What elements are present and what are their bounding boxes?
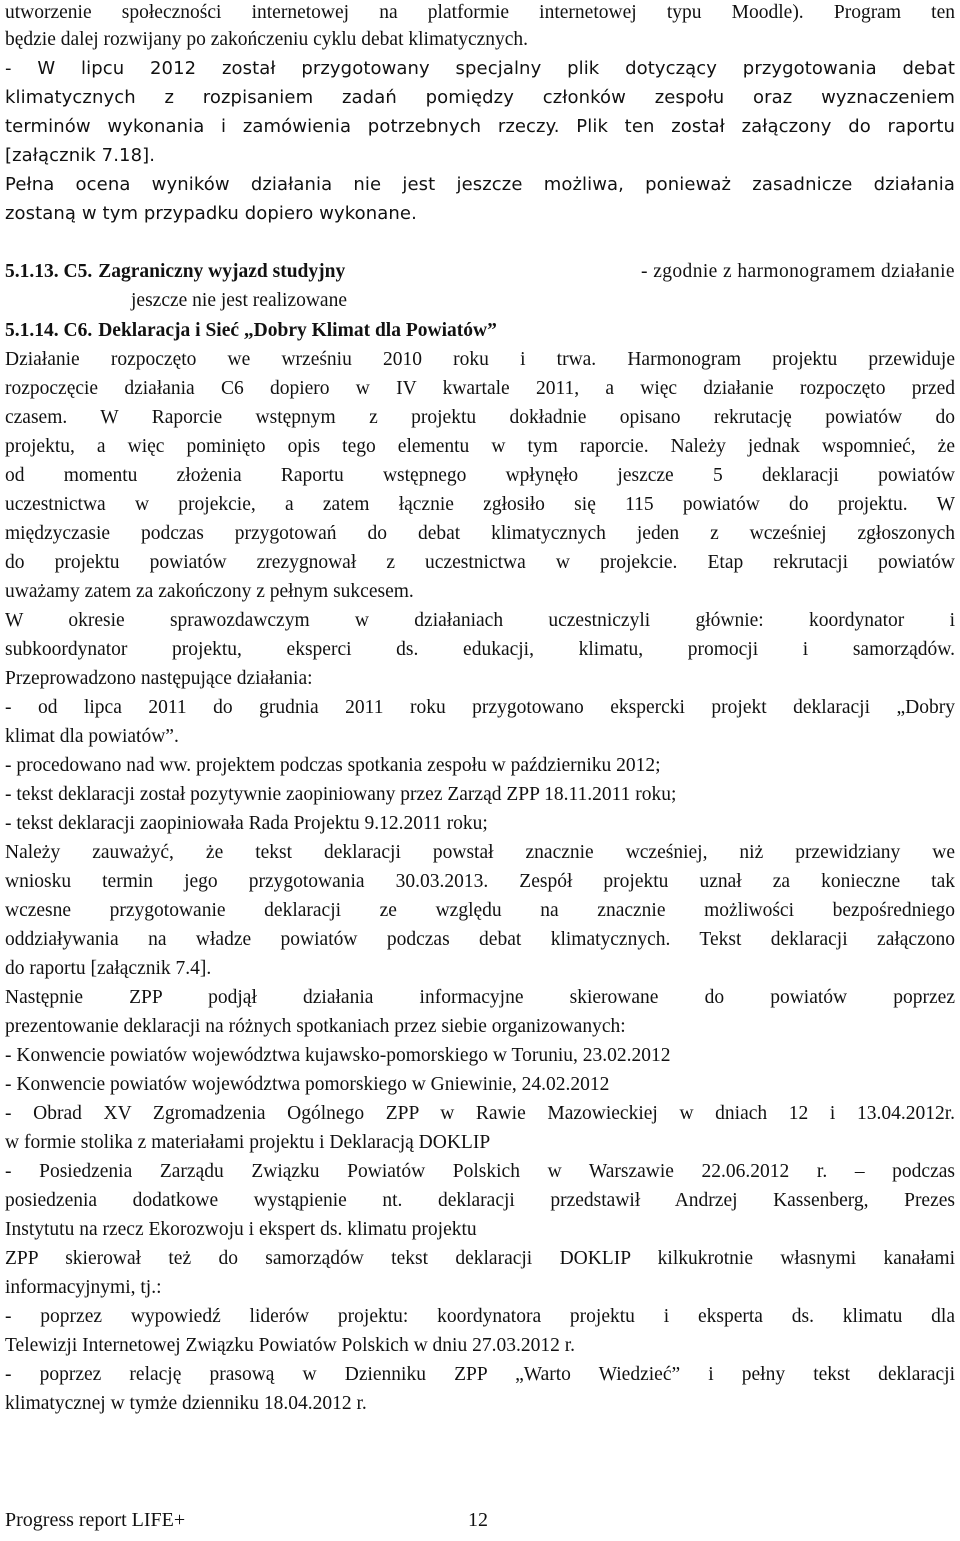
text-line: do projektu powiatów zrezygnował z uczestnictwa w projekcie. Etap rekrutacji powiatów — [5, 552, 955, 573]
footer-label: Progress report LIFE+ — [5, 1509, 186, 1531]
section-heading-c6 — [5, 318, 955, 344]
section-status-text: - zgodnie z harmonogramem działanie — [641, 261, 955, 282]
text-line: utworzenie społeczności internetowej na platformie internetowej typu Moodle). Program ten — [5, 2, 955, 23]
text-line: projektu, a więc pominięto opis tego elementu w tym raporcie. Należy jednak wspomnieć, że — [5, 436, 955, 457]
section-title: Deklaracja i Sieć „Dobry Klimat dla Powiatów” — [98, 320, 497, 341]
text-line: uważamy zatem za zakończony z pełnym sukcesem. — [5, 581, 414, 602]
text-line: - tekst deklaracji został pozytywnie zaopiniowany przez Zarząd ZPP 18.11.2011 roku; — [5, 784, 677, 805]
text-line: wczesne przygotowanie deklaracji ze względu na znacznie możliwości bezpośredniego — [5, 900, 955, 921]
text-line: terminów wykonania i zamówienia potrzebnych rzeczy. Plik ten został załączony do raportu — [5, 116, 955, 137]
text-line: - poprzez wypowiedź liderów projektu: koordynatora projektu i eksperta ds. klimatu dla — [5, 1306, 955, 1327]
text-line: międzyczasie podczas przygotowań do debat klimatycznych jeden z wcześniej zgłoszonych — [5, 523, 955, 544]
text-line: [załącznik 7.18]. — [5, 145, 156, 166]
text-line: - od lipca 2011 do grudnia 2011 roku przygotowano ekspercki projekt deklaracji „Dobry — [5, 697, 955, 718]
text-line: Pełna ocena wyników działania nie jest jeszcze możliwa, ponieważ zasadnicze działania — [5, 174, 955, 195]
text-line: Przeprowadzono następujące działania: — [5, 668, 313, 689]
text-line: ZPP skierował też do samorządów tekst deklaracji DOKLIP kilkukrotnie własnymi kanałami — [5, 1248, 955, 1269]
text-line: do raportu [załącznik 7.4]. — [5, 958, 212, 979]
text-line: - Konwencie powiatów województwa kujawsko-pomorskiego w Toruniu, 23.02.2012 — [5, 1045, 671, 1066]
text-line: rozpoczęcie działania C6 dopiero w IV kwartale 2011, a więc działanie rozpoczęto przed — [5, 378, 955, 399]
text-line: Telewizji Internetowej Związku Powiatów Polskich w dniu 27.03.2012 r. — [5, 1335, 575, 1356]
section-status-continuation: jeszcze nie jest realizowane — [131, 290, 347, 311]
section-title: Zagraniczny wyjazd studyjny — [98, 261, 346, 282]
text-line: Następnie ZPP podjął działania informacyjne skierowane do powiatów poprzez — [5, 987, 955, 1008]
text-line: wniosku termin jego przygotowania 30.03.2013. Zespół projektu uznał za konieczne tak — [5, 871, 955, 892]
text-line: oddziaływania na władze powiatów podczas debat klimatycznych. Tekst deklaracji załączono — [5, 929, 955, 950]
text-line: - tekst deklaracji zaopiniowała Rada Projektu 9.12.2011 roku; — [5, 813, 488, 834]
text-line: W okresie sprawozdawczym w działaniach uczestniczyli głównie: koordynator i — [5, 610, 955, 631]
text-line: - Posiedzenia Zarządu Związku Powiatów Polskich w Warszawie 22.06.2012 r. – podczas — [5, 1161, 955, 1182]
text-line: zostaną w tym przypadku dopiero wykonane. — [5, 203, 417, 224]
text-line: klimatycznych z rozpisaniem zadań pomiędzy członków zespołu oraz wyznaczeniem — [5, 87, 955, 108]
text-line: czasem. W Raporcie wstępnym z projektu dokładnie opisano rekrutację powiatów do — [5, 407, 955, 428]
section-number: 5.1.13. C5. — [5, 261, 93, 282]
text-line: w formie stolika z materiałami projektu i Deklaracją DOKLIP — [5, 1132, 491, 1153]
text-line: - procedowano nad ww. projektem podczas spotkania zespołu w październiku 2012; — [5, 755, 661, 776]
text-line: prezentowanie deklaracji na różnych spotkaniach przez siebie organizowanych: — [5, 1016, 626, 1037]
text-line: uczestnictwa w projekcie, a zatem łącznie zgłosiło się 115 powiatów do projektu. W — [5, 494, 955, 515]
text-line: - poprzez relację prasową w Dzienniku ZPP „Warto Wiedzieć” i pełny tekst deklaracji — [5, 1364, 955, 1385]
text-line: posiedzenia dodatkowe wystąpienie nt. deklaracji przedstawił Andrzej Kassenberg, Prezes — [5, 1190, 955, 1211]
text-line: Instytutu na rzecz Ekorozwoju i ekspert ds. klimatu projektu — [5, 1219, 477, 1240]
text-line: klimat dla powiatów”. — [5, 726, 179, 747]
text-line: - W lipcu 2012 został przygotowany specjalny plik dotyczący przygotowania debat — [5, 58, 955, 79]
page-number: 12 — [468, 1509, 488, 1531]
text-line: od momentu złożenia Raportu wstępnego wpłynęło jeszcze 5 deklaracji powiatów — [5, 465, 955, 486]
text-line: klimatycznej w tymże dzienniku 18.04.2012 r. — [5, 1393, 367, 1414]
section-heading-c5 — [5, 259, 955, 285]
text-line: informacyjnymi, tj.: — [5, 1277, 162, 1298]
text-line: Działanie rozpoczęto we wrześniu 2010 roku i trwa. Harmonogram projektu przewiduje — [5, 349, 955, 370]
text-line: - Obrad XV Zgromadzenia Ogólnego ZPP w Rawie Mazowieckiej w dniach 12 i 13.04.2012r. — [5, 1103, 955, 1124]
text-line: Należy zauważyć, że tekst deklaracji powstał znacznie wcześniej, niż przewidziany we — [5, 842, 955, 863]
section-number: 5.1.14. C6. — [5, 320, 93, 341]
text-line: - Konwencie powiatów województwa pomorskiego w Gniewinie, 24.02.2012 — [5, 1074, 610, 1095]
text-line: subkoordynator projektu, eksperci ds. edukacji, klimatu, promocji i samorządów. — [5, 639, 955, 660]
text-line: będzie dalej rozwijany po zakończeniu cyklu debat klimatycznych. — [5, 29, 529, 50]
